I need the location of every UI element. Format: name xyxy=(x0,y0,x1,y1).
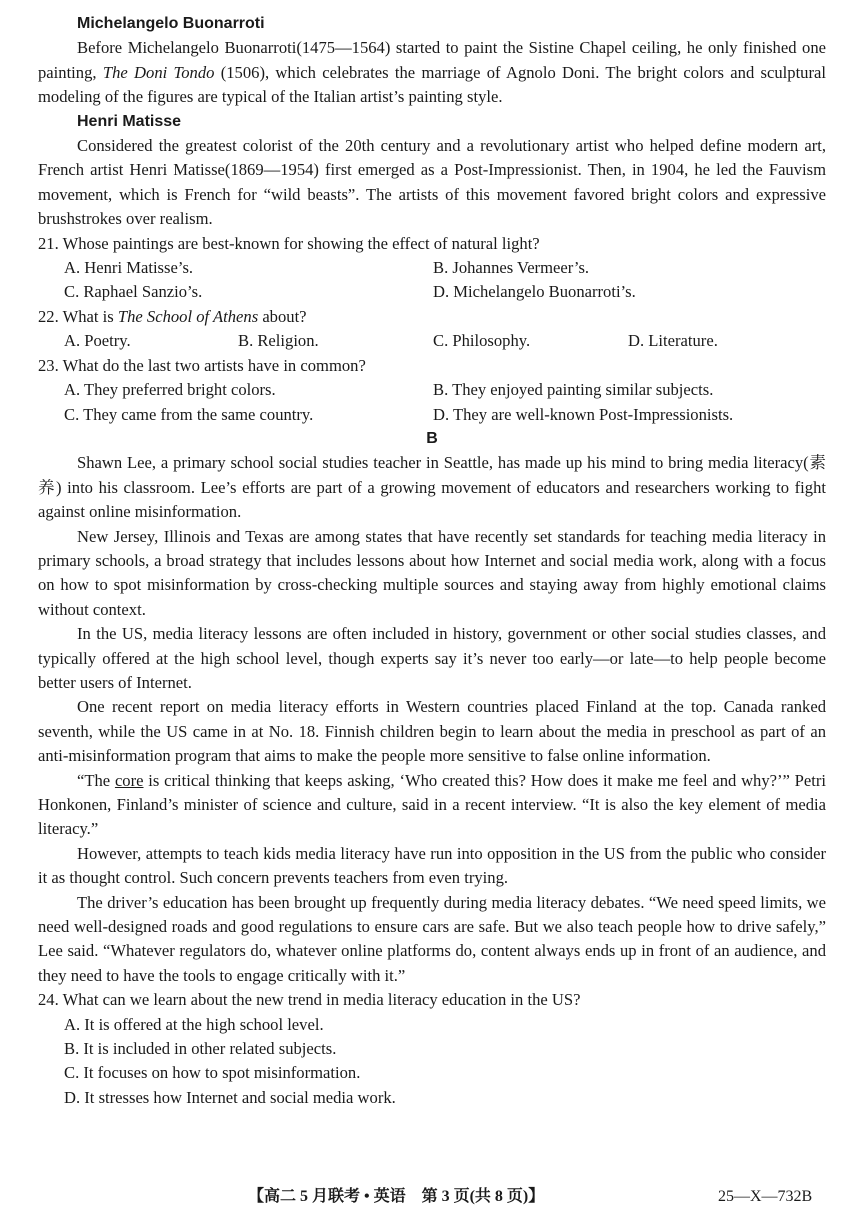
option-21-c: C. Raphael Sanzio’s. xyxy=(64,282,203,302)
option-23-c: C. They came from the same country. xyxy=(64,404,314,424)
option-23-d: D. They are well-known Post-Impressionists. xyxy=(433,404,734,424)
option-23-a: A. They preferred bright colors. xyxy=(64,380,276,400)
michelangelo-paragraph xyxy=(38,36,826,109)
page-content xyxy=(38,12,826,1110)
doni-tondo-title: The Doni Tondo xyxy=(102,62,215,82)
question-23-stem: 23. What do the last two artists have in common? xyxy=(38,355,366,375)
option-21-d: D. Michelangelo Buonarroti’s. xyxy=(433,282,636,302)
michelangelo-text-1: Before Michelangelo Buonarroti(1475—1564) started to paint the Sistine Chapel ceiling, he only finished one painting, xyxy=(38,38,826,82)
footer-exam-code: 25—X—732B xyxy=(718,1188,813,1205)
option-21-a: A. Henri Matisse’s. xyxy=(64,258,194,278)
section-b-label: B xyxy=(426,429,438,447)
matisse-heading: Henri Matisse xyxy=(77,112,182,130)
michelangelo-heading: Michelangelo Buonarroti xyxy=(77,15,265,32)
passage-b-paragraph-1: Shawn Lee, a primary school social studies teacher in Seattle, has made up his mind to bring media literacy(素养) into his classroom. Lee’s efforts are part of a growing movement of educators and researchers working to fight against online misinformation. xyxy=(38,453,826,522)
passage-b-paragraph-3: In the US, media literacy lessons are often included in history, government or other social studies classes, and typically offered at the high school level, though experts say it’s never too early—or late—to help people become better users of Internet. xyxy=(38,624,826,692)
paragraph-5-text-1: “The xyxy=(77,770,115,790)
question-22-text-2: about? xyxy=(258,306,307,326)
question-23-options xyxy=(38,378,826,427)
question-22-stem xyxy=(38,305,826,329)
option-24-d: D. It stresses how Internet and social media work. xyxy=(64,1087,396,1107)
question-21-options xyxy=(38,256,826,305)
passage-b-paragraph-7: The driver’s education has been brought up frequently during media literacy debates. “We need speed limits, we need well-designed roads and good regulations to ensure cars are safe. But we also teach people how to drive safely,” Lee said. “Whatever regulators do, whatever online platforms do, content always ends up in front of an audience, and they need to have the tools to engage critically with it.” xyxy=(38,892,826,985)
passage-b-paragraph-6: However, attempts to teach kids media literacy have run into opposition in the US from the public who consider it as thought control. Such concern prevents teachers from even trying. xyxy=(38,843,826,888)
paragraph-5-text-2: is critical thinking that keeps asking, ‘Who created this? How does it make me feel and why?’” Petri Honkonen, Finland’s minister of science and culture, said in a recent interview. “It is also the key element of media literacy.” xyxy=(38,770,827,839)
option-21-b: B. Johannes Vermeer’s. xyxy=(433,258,590,278)
footer-page-info: 【高二 5 月联考 • 英语 第 3 页(共 8 页)】 xyxy=(248,1188,545,1205)
question-22-text-1: 22. What is xyxy=(38,306,118,326)
passage-b-paragraph-2: New Jersey, Illinois and Texas are among states that have recently set standards for teaching media literacy in primary schools, a broad strategy that includes lessons about how Internet and social media work, along with a focus on how to spot misinformation by cross-checking multiple sources and staying away from highly emotional claims without context. xyxy=(38,526,826,619)
matisse-paragraph: Considered the greatest colorist of the 20th century and a revolutionary artist who helped define modern art, French artist Henri Matisse(1869—1954) first emerged as a Post-Impressionist. Then, in 1904, he led the Fauvism movement, which is French for “wild beasts”. The artists of this movement favored bright colors and expressive brushstrokes over realism. xyxy=(38,136,826,229)
option-24-a: A. It is offered at the high school level. xyxy=(64,1014,324,1034)
question-21-stem: 21. Whose paintings are best-known for showing the effect of natural light? xyxy=(38,233,540,253)
passage-b-paragraph-5 xyxy=(38,769,826,842)
option-22-a: A. Poetry. xyxy=(64,331,131,351)
question-24-stem: 24. What can we learn about the new trend in media literacy education in the US? xyxy=(38,990,581,1010)
underlined-word-core: core xyxy=(114,770,144,790)
option-24-b: B. It is included in other related subjects. xyxy=(64,1039,337,1059)
option-22-c: C. Philosophy. xyxy=(433,331,531,351)
option-22-b: B. Religion. xyxy=(238,331,319,351)
school-of-athens-title: The School of Athens xyxy=(117,306,259,326)
option-24-c: C. It focuses on how to spot misinformation. xyxy=(64,1063,361,1083)
option-22-d: D. Literature. xyxy=(628,331,718,351)
option-23-b: B. They enjoyed painting similar subjects. xyxy=(433,380,714,400)
question-22-options xyxy=(38,329,826,353)
passage-b-paragraph-4: One recent report on media literacy efforts in Western countries placed Finland at the top. Canada ranked seventh, while the US came in at No. 18. Finnish children begin to learn about the media in preschool as part of an anti-misinformation program that aims to make the people more sensitive to false online information. xyxy=(38,697,826,766)
question-24-options xyxy=(38,1013,826,1111)
michelangelo-text-2: (1506), which celebrates the marriage of Agnolo Doni. The bright colors and sculptural modeling of the figures are typical of the Italian artist’s painting style. xyxy=(38,62,826,107)
